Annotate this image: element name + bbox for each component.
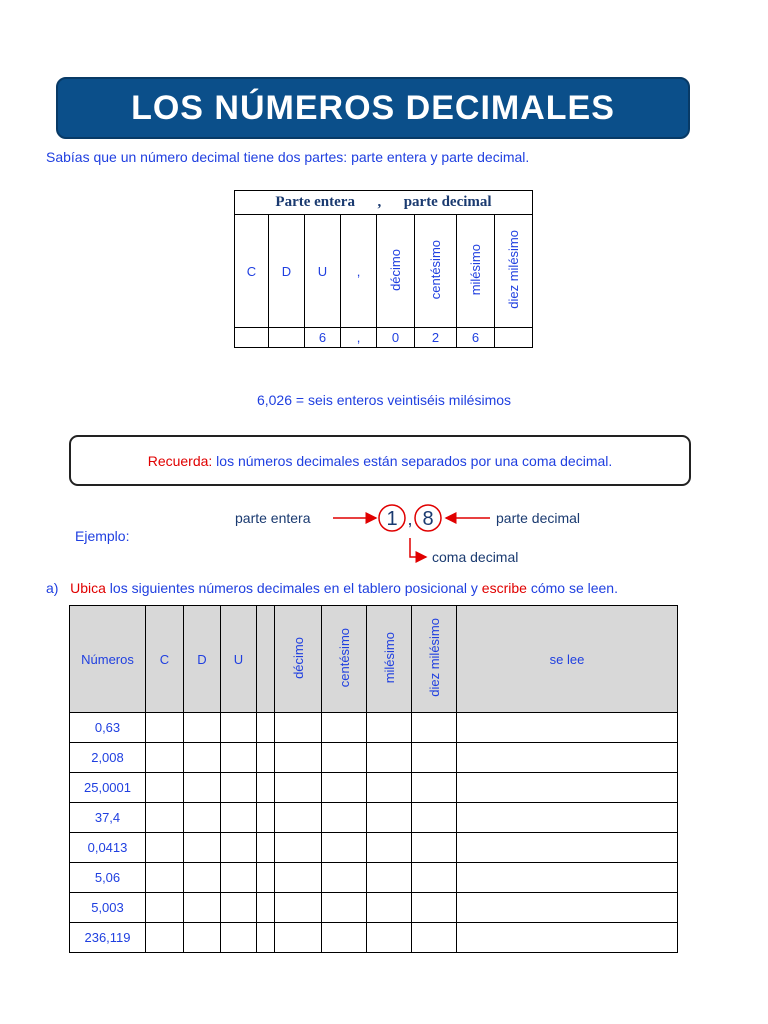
value-comma: , — [341, 328, 377, 348]
table-row — [70, 863, 678, 893]
answer-cell[interactable] — [257, 893, 275, 923]
exercise-verb-ubica: Ubica — [70, 580, 106, 596]
answer-cell[interactable] — [275, 923, 322, 953]
place-value-header: Parte entera , parte decimal — [235, 191, 533, 215]
answer-cell[interactable] — [221, 713, 257, 743]
comma-arrow — [410, 538, 426, 557]
page-title: LOS NÚMEROS DECIMALES — [56, 77, 690, 139]
number-cell: 2,008 — [70, 743, 146, 773]
table-row — [70, 923, 678, 953]
reading-answer-cell[interactable] — [457, 923, 678, 953]
answer-cell[interactable] — [275, 863, 322, 893]
number-cell: 0,0413 — [70, 833, 146, 863]
answer-cell[interactable] — [412, 773, 457, 803]
answer-cell[interactable] — [221, 833, 257, 863]
reminder-text: los números decimales están separados por una coma decimal. — [212, 452, 613, 469]
answer-cell[interactable] — [367, 803, 412, 833]
col-decimo: décimo — [377, 215, 415, 328]
value-milesimo: 6 — [457, 328, 495, 348]
answer-cell[interactable] — [221, 743, 257, 773]
place-value-table — [234, 190, 533, 348]
reading-answer-cell[interactable] — [457, 713, 678, 743]
answer-cell[interactable] — [146, 923, 184, 953]
table-row — [70, 713, 678, 743]
answer-cell[interactable] — [367, 893, 412, 923]
reading-answer-cell[interactable] — [457, 743, 678, 773]
value-decimo: 0 — [377, 328, 415, 348]
col-comma: , — [341, 215, 377, 328]
exercise-text-1: los siguientes números decimales en el tablero posicional y — [105, 580, 482, 596]
comma-label: coma decimal — [432, 549, 519, 565]
answer-cell[interactable] — [257, 863, 275, 893]
answer-cell[interactable] — [367, 833, 412, 863]
number-cell: 236,119 — [70, 923, 146, 953]
integer-part-label: parte entera — [235, 510, 311, 526]
example-label: Ejemplo: — [75, 528, 130, 544]
exercise-verb-escribe: escribe — [481, 580, 527, 596]
reminder-label: Recuerda: — [147, 452, 213, 469]
answer-cell[interactable] — [412, 713, 457, 743]
answer-cell[interactable] — [275, 743, 322, 773]
reading-answer-cell[interactable] — [457, 803, 678, 833]
number-cell: 0,63 — [70, 713, 146, 743]
answer-cell[interactable] — [257, 833, 275, 863]
col-u: U — [305, 215, 341, 328]
intro-text: Sabías que un número decimal tiene dos partes: parte entera y parte decimal. — [46, 149, 530, 165]
col-centesimo: centésimo — [415, 215, 457, 328]
decimal-digit: 8 — [422, 508, 434, 530]
answer-cell[interactable] — [184, 803, 221, 833]
answer-cell[interactable] — [184, 863, 221, 893]
answer-cell[interactable] — [275, 893, 322, 923]
answer-cell[interactable] — [257, 743, 275, 773]
answer-cell[interactable] — [146, 863, 184, 893]
col-d: D — [269, 215, 305, 328]
table-row — [70, 773, 678, 803]
answer-cell[interactable] — [322, 773, 367, 803]
header-diez-milesimo: diez milésimo — [412, 606, 457, 713]
answer-cell[interactable] — [322, 803, 367, 833]
header-centesimo: centésimo — [322, 606, 367, 713]
integer-digit: 1 — [386, 508, 398, 530]
answer-cell[interactable] — [322, 743, 367, 773]
answer-cell[interactable] — [146, 773, 184, 803]
header-decimo: décimo — [275, 606, 322, 713]
answer-cell[interactable] — [412, 863, 457, 893]
answer-cell[interactable] — [257, 713, 275, 743]
answer-cell[interactable] — [146, 833, 184, 863]
answer-cell[interactable] — [146, 803, 184, 833]
answer-cell[interactable] — [221, 893, 257, 923]
answer-cell[interactable] — [367, 863, 412, 893]
table-row — [70, 893, 678, 923]
exercise-text-2: cómo se leen. — [526, 580, 618, 596]
answer-cell[interactable] — [275, 713, 322, 743]
answer-cell[interactable] — [275, 803, 322, 833]
answer-cell[interactable] — [322, 893, 367, 923]
answer-cell[interactable] — [221, 803, 257, 833]
reading-answer-cell[interactable] — [457, 893, 678, 923]
answer-cell[interactable] — [275, 773, 322, 803]
reminder-box — [69, 435, 691, 486]
exercise-instruction — [46, 580, 618, 596]
exercise-table-body — [70, 606, 678, 953]
table-row — [70, 833, 678, 863]
answer-cell[interactable] — [257, 773, 275, 803]
header-u: U — [221, 606, 257, 713]
answer-cell[interactable] — [367, 743, 412, 773]
table-row — [70, 803, 678, 833]
header-numeros: Números — [70, 606, 146, 713]
decimal-part-label: parte decimal — [496, 510, 581, 526]
answer-cell[interactable] — [184, 743, 221, 773]
col-diez-milesimo: diez milésimo — [495, 215, 533, 328]
answer-cell[interactable] — [367, 923, 412, 953]
number-cell: 25,0001 — [70, 773, 146, 803]
answer-cell[interactable] — [257, 803, 275, 833]
exercise-table — [69, 605, 678, 953]
reading-answer-cell[interactable] — [457, 773, 678, 803]
col-milesimo: milésimo — [457, 215, 495, 328]
answer-cell[interactable] — [412, 803, 457, 833]
answer-cell[interactable] — [412, 923, 457, 953]
table-row — [70, 743, 678, 773]
value-centesimo: 2 — [415, 328, 457, 348]
answer-cell[interactable] — [221, 863, 257, 893]
exercise-table-header-row — [70, 606, 678, 713]
answer-cell[interactable] — [184, 773, 221, 803]
header-se-lee: se lee — [457, 606, 678, 713]
number-cell: 5,06 — [70, 863, 146, 893]
answer-cell[interactable] — [322, 863, 367, 893]
header-milesimo: milésimo — [367, 606, 412, 713]
answer-cell[interactable] — [322, 923, 367, 953]
col-c: C — [235, 215, 269, 328]
value-u: 6 — [305, 328, 341, 348]
answer-cell[interactable] — [322, 833, 367, 863]
value-c — [235, 328, 269, 348]
answer-cell[interactable] — [412, 833, 457, 863]
answer-cell[interactable] — [367, 713, 412, 743]
answer-cell[interactable] — [184, 713, 221, 743]
reading-answer-cell[interactable] — [457, 833, 678, 863]
value-diez-milesimo — [495, 328, 533, 348]
answer-cell[interactable] — [412, 893, 457, 923]
answer-cell[interactable] — [184, 893, 221, 923]
header-d: D — [184, 606, 221, 713]
answer-cell[interactable] — [257, 923, 275, 953]
answer-cell[interactable] — [221, 923, 257, 953]
reading-answer-cell[interactable] — [457, 863, 678, 893]
answer-cell[interactable] — [146, 743, 184, 773]
example-comma: , — [407, 509, 413, 529]
answer-cell[interactable] — [221, 773, 257, 803]
value-d — [269, 328, 305, 348]
exercise-letter: a) — [46, 580, 59, 596]
answer-cell[interactable] — [412, 743, 457, 773]
answer-cell[interactable] — [184, 833, 221, 863]
number-cell: 37,4 — [70, 803, 146, 833]
answer-cell[interactable] — [146, 893, 184, 923]
decimal-parts-diagram — [230, 500, 610, 572]
header-comma — [257, 606, 275, 713]
answer-cell[interactable] — [275, 833, 322, 863]
reading-example: 6,026 = seis enteros veintiséis milésimos — [256, 392, 512, 408]
answer-cell[interactable] — [146, 713, 184, 743]
number-cell: 5,003 — [70, 893, 146, 923]
header-c: C — [146, 606, 184, 713]
answer-cell[interactable] — [322, 713, 367, 743]
answer-cell[interactable] — [367, 773, 412, 803]
answer-cell[interactable] — [184, 923, 221, 953]
